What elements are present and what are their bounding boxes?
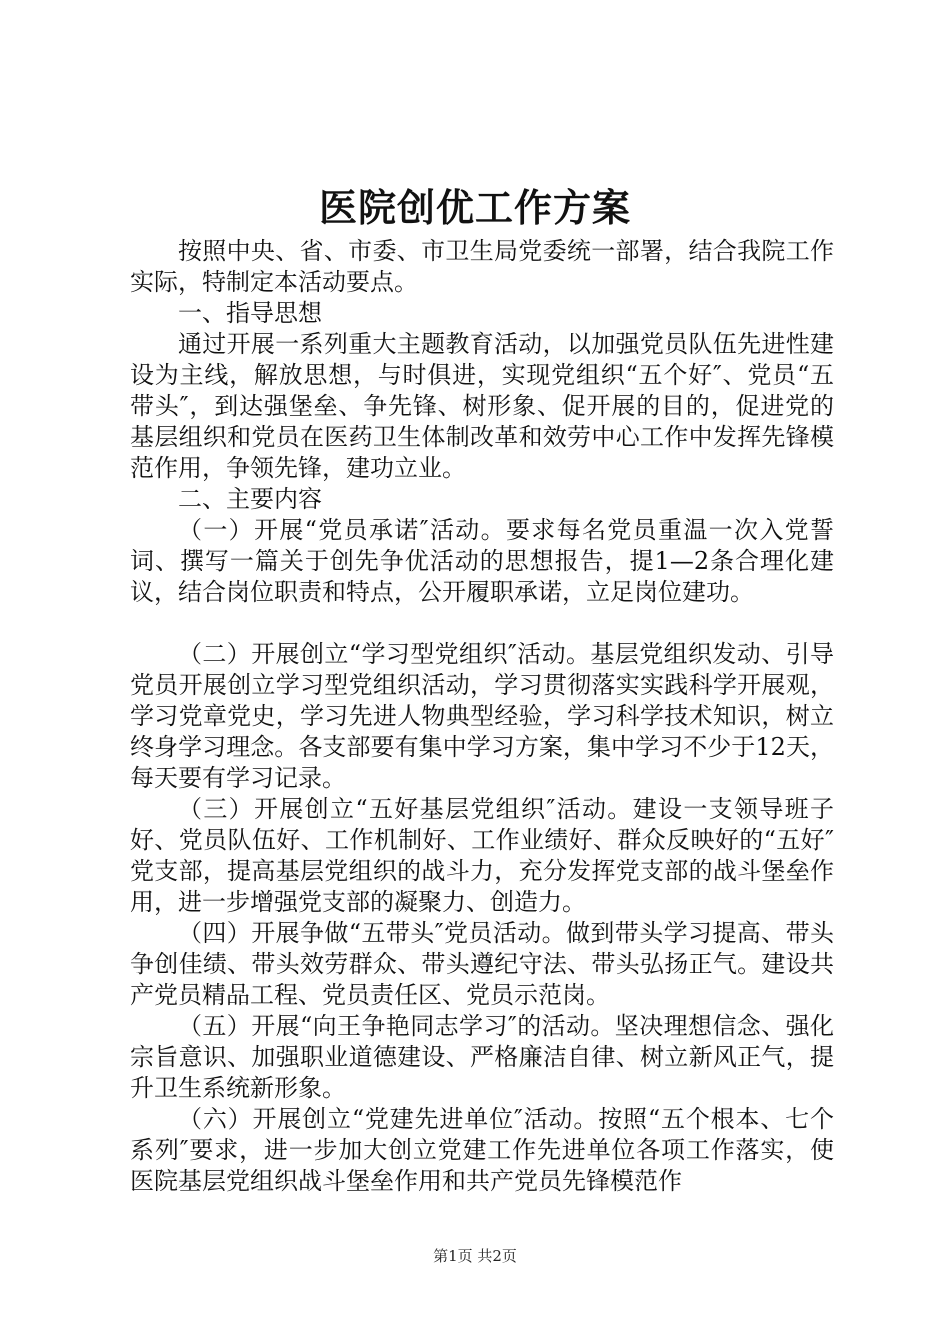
item-5-paragraph: （五）开展“向王争艳同志学习″的活动。坚决理想信念、强化宗旨意识、加强职业道德建设、严格廉洁自律、树立新风正气，提升卫生系统新形象。 xyxy=(130,1012,834,1102)
page-footer: 第1页 共2页 xyxy=(433,1247,517,1265)
item-6-paragraph: （六）开展创立“党建先进单位″活动。按照“五个根本、七个系列″要求，进一步加大创立党建工作先进单位各项工作落实，使医院基层党组织战斗堡垒作用和共产党员先锋模范作 xyxy=(130,1105,834,1195)
section-heading-guiding-ideology: 一、指导思想 xyxy=(178,299,322,327)
paragraph-gap xyxy=(130,608,834,639)
guiding-ideology-paragraph: 通过开展一系列重大主题教育活动，以加强党员队伍先进性建设为主线，解放思想，与时俱进，实现党组织“五个好″、党员“五带头″，到达强堡垒、争先锋、树形象、促开展的目的，促进党的基层组织和党员在医药卫生体制改革和效劳中心工作中发挥先锋模范作用，争领先锋，建功立业。 xyxy=(130,330,834,482)
item-4-paragraph: （四）开展争做“五带头″党员活动。做到带头学习提高、带头争创佳绩、带头效劳群众、带头遵纪守法、带头弘扬正气。建设共产党员精品工程、党员责任区、党员示范岗。 xyxy=(130,919,834,1009)
intro-paragraph: 按照中央、省、市委、市卫生局党委统一部署，结合我院工作实际，特制定本活动要点。 xyxy=(130,237,834,296)
item-3-paragraph: （三）开展创立“五好基层党组织″活动。建设一支领导班子好、党员队伍好、工作机制好、工作业绩好、群众反映好的“五好″党支部，提高基层党组织的战斗力，充分发挥党支部的战斗堡垒作用，进一步增强党支部的凝聚力、创造力。 xyxy=(130,795,834,916)
item-2-paragraph: （二）开展创立“学习型党组织″活动。基层党组织发动、引导党员开展创立学习型党组织活动，学习贯彻落实实践科学开展观，学习党章党史，学习先进人物典型经验，学习科学技术知识，树立终身学习理念。各支部要有集中学习方案，集中学习不少于12天，每天要有学习记录。 xyxy=(130,640,834,792)
item-1-paragraph: （一）开展“党员承诺″活动。要求每名党员重温一次入党誓词、撰写一篇关于创先争优活动的思想报告，提1—2条合理化建议，结合岗位职责和特点，公开履职承诺，立足岗位建功。 xyxy=(130,516,834,606)
section-heading-main-content: 二、主要内容 xyxy=(178,485,322,513)
document-body xyxy=(130,236,834,1197)
document-title: 医院创优工作方案 xyxy=(318,185,631,230)
